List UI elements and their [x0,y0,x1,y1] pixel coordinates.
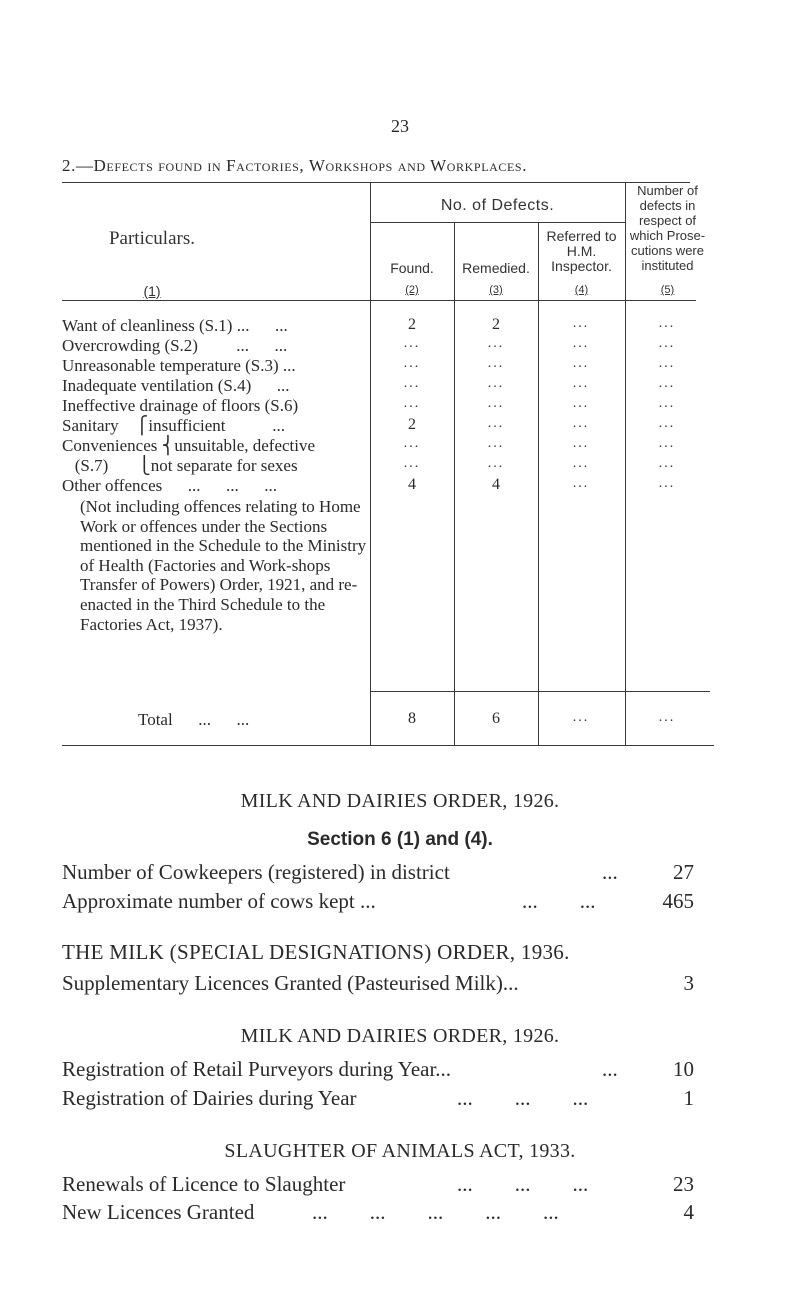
page-number: 23 [391,116,409,136]
row-found-sanitary-unsuitable: ... [403,436,421,451]
row-referred-sanitary-unsuitable: ... [572,436,590,451]
row-remedied-sanitary-unsuitable: ... [487,436,505,451]
row-found-cleanliness: 2 [408,316,416,333]
dairies-registration-dots: ... ... ... [457,1086,589,1110]
col-referred-line-1: Referred to [546,228,617,244]
row-prosecutions-cleanliness: ... [658,316,676,331]
col-remedied-header: Remedied. [462,260,530,276]
row-label-drainage: Ineffective drainage of floors (S.6) [62,396,299,415]
row-remedied-overcrowding: ... [487,336,505,351]
dairies-registration-label: Registration of Dairies during Year [62,1086,357,1110]
cows-label: Approximate number of cows kept ... [62,889,376,913]
renewals-label: Renewals of Licence to Slaughter [62,1172,346,1196]
row-referred-temperature: ... [572,356,590,371]
row-label-cleanliness: Want of cleanliness (S.1) ... ... [62,316,288,335]
total-top-rule [370,691,710,692]
dairies-registration-value: 1 [683,1086,694,1110]
group-header-rule [370,222,625,223]
col-number-line-3: respect of [638,213,697,228]
col-found-header: Found. [390,260,434,276]
group-header: No. of Defects. [440,197,555,214]
row-remedied-other-offences: 4 [492,476,500,493]
cows-dots: ... ... [522,889,596,913]
total-remedied: 6 [492,710,500,727]
cowkeepers-dots: ... [602,860,618,884]
table-bottom-rule [62,745,714,746]
col-rule-2 [454,222,455,745]
supplementary-licences-value: 3 [683,971,694,995]
total-found: 8 [408,710,416,727]
row-prosecutions-drainage: ... [658,396,676,411]
col-number-line-5: cutions were [631,243,704,258]
row-found-sanitary-not-separate: ... [403,456,421,471]
row-referred-ventilation: ... [572,376,590,391]
col-referred-number: (4) [574,284,589,296]
row-remedied-ventilation: ... [487,376,505,391]
col-remedied-number: (3) [489,284,503,296]
row-label-sanitary-not-separate: (S.7) ⎩not separate for sexes [62,456,298,475]
cowkeepers-value: 27 [673,860,694,884]
col-number-number: (5) [660,284,675,296]
row-prosecutions-ventilation: ... [658,376,676,391]
row-label-temperature: Unreasonable temperature (S.3) ... [62,356,296,375]
row-remedied-sanitary-insufficient: ... [487,416,505,431]
retail-purveyors-value: 10 [673,1057,694,1081]
col-number-line-6: instituted [641,258,694,273]
new-licences-value: 4 [683,1200,694,1224]
milk-dairies-subtitle: Section 6 (1) and (4). [307,829,493,850]
row-prosecutions-sanitary-insufficient: ... [658,416,676,431]
retail-purveyors-dots: ... [602,1057,618,1081]
total-label: Total ... ... [138,710,250,729]
cows-value: 465 [662,889,694,913]
row-referred-drainage: ... [572,396,590,411]
row-remedied-cleanliness: 2 [492,316,500,333]
milk-dairies-title-2: MILK AND DAIRIES ORDER, 1926. [240,1025,560,1047]
row-found-other-offences: 4 [408,476,416,493]
row-found-sanitary-insufficient: 2 [408,416,416,433]
row-label-sanitary-unsuitable: Conveniences ⎨unsuitable, defective [62,436,316,455]
row-label-sanitary-insufficient: Sanitary ⎧insufficient ... [62,416,286,435]
col-particulars-header: Particulars. [108,228,195,249]
section-heading: 2.—Defects found in Factories, Workshops and Workplaces. [62,156,528,175]
row-label-other-offences: Other offences ... ... ... [62,476,277,495]
col-number-line-4: which Prose- [629,228,706,243]
renewals-value: 23 [673,1172,694,1196]
total-referred: ... [572,710,590,725]
row-prosecutions-temperature: ... [658,356,676,371]
row-found-overcrowding: ... [403,336,421,351]
slaughter-title: SLAUGHTER OF ANIMALS ACT, 1933. [224,1140,576,1162]
renewals-dots: ... ... ... [457,1172,589,1196]
new-licences-label: New Licences Granted [62,1200,255,1224]
row-label-ventilation: Inadequate ventilation (S.4) ... [62,376,290,395]
special-designations-title: THE MILK (SPECIAL DESIGNATIONS) ORDER, 1936. [62,940,570,964]
row-referred-other-offences: ... [572,476,590,491]
row-prosecutions-sanitary-not-separate: ... [658,456,676,471]
row-referred-sanitary-insufficient: ... [572,416,590,431]
row-prosecutions-overcrowding: ... [658,336,676,351]
col-particulars-number: (1) [143,283,161,299]
row-remedied-drainage: ... [487,396,505,411]
col-referred-line-2: H.M. [566,243,597,259]
retail-purveyors-label: Registration of Retail Purveyors during Year... [62,1057,452,1081]
supplementary-licences-label: Supplementary Licences Granted (Pasteurised Milk)... [62,971,519,995]
other-offences-note: (Not including offences relating to Home Work or offences under the Sections mentioned in the Schedule to the Ministry of Health (Factories and Work-shops Transfer of Powers) Order, 1921, and re-enacted in the Third Schedule to the Factories Act, 1937). [80,497,367,634]
row-prosecutions-other-offences: ... [658,476,676,491]
col-number-line-1: Number of [637,183,698,198]
row-referred-cleanliness: ... [572,316,590,331]
row-found-drainage: ... [403,396,421,411]
row-referred-sanitary-not-separate: ... [572,456,590,471]
new-licences-dots: ... ... ... ... ... [312,1200,559,1224]
row-label-overcrowding: Overcrowding (S.2) ... ... [62,336,288,355]
table-top-rule [62,182,690,183]
row-prosecutions-sanitary-unsuitable: ... [658,436,676,451]
row-found-ventilation: ... [403,376,421,391]
row-remedied-temperature: ... [487,356,505,371]
row-referred-overcrowding: ... [572,336,590,351]
header-bottom-rule [62,300,696,301]
milk-dairies-title-1: MILK AND DAIRIES ORDER, 1926. [240,790,560,812]
col-found-number: (2) [405,284,419,296]
total-prosecutions: ... [658,710,676,725]
row-found-temperature: ... [403,356,421,371]
col-referred-line-3: Inspector. [551,258,612,274]
col-rule-3 [538,222,539,745]
col-number-line-2: defects in [639,198,696,213]
row-remedied-sanitary-not-separate: ... [487,456,505,471]
cowkeepers-label: Number of Cowkeepers (registered) in district [62,860,450,884]
